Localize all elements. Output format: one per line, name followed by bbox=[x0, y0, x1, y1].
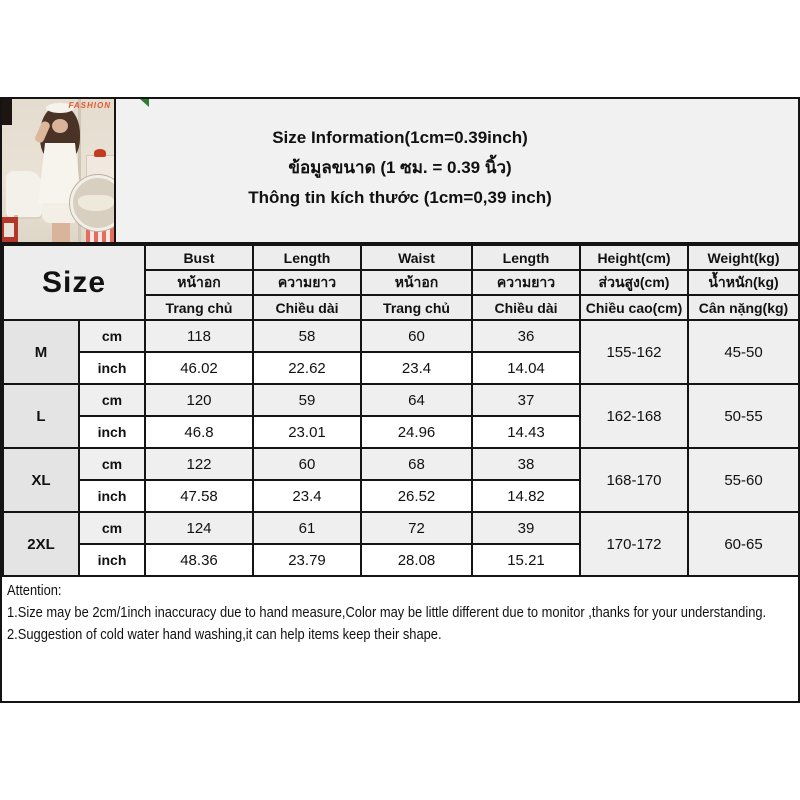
model-face bbox=[52, 119, 68, 133]
measure-value-inch: 22.62 bbox=[253, 352, 361, 384]
unit-label-inch: inch bbox=[79, 416, 145, 448]
col-header-length-vi: Chiều dài bbox=[253, 295, 361, 320]
title-line-en: Size Information(1cm=0.39inch) bbox=[272, 128, 528, 147]
measure-value-cm: 61 bbox=[253, 512, 361, 544]
col-header-waist-vi: Trang chủ bbox=[361, 295, 472, 320]
size-row-2XL-cm bbox=[3, 512, 799, 544]
size-corner-label: Size bbox=[3, 245, 145, 320]
measure-value-inch: 24.96 bbox=[361, 416, 472, 448]
measure-value-cm: 60 bbox=[253, 448, 361, 480]
size-row-XL-cm bbox=[3, 448, 799, 480]
col-header-weight-th: น้ำหนัก(kg) bbox=[688, 270, 799, 295]
col-header-height-th: ส่วนสูง(cm) bbox=[580, 270, 688, 295]
red-jar bbox=[94, 149, 106, 157]
size-table-body bbox=[3, 320, 799, 576]
height-range: 155-162 bbox=[580, 320, 688, 384]
measure-value-cm: 37 bbox=[472, 384, 580, 416]
measure-value-cm: 60 bbox=[361, 320, 472, 352]
col-header-length-en: Length bbox=[253, 245, 361, 270]
measure-value-cm: 58 bbox=[253, 320, 361, 352]
measure-value-cm: 72 bbox=[361, 512, 472, 544]
weight-range: 45-50 bbox=[688, 320, 799, 384]
measure-value-cm: 118 bbox=[145, 320, 253, 352]
attention-line-2: 2.Suggestion of cold water hand washing,it can help items keep their shape. bbox=[7, 626, 442, 643]
unit-label-cm: cm bbox=[79, 448, 145, 480]
col-header-waist-th: หน้าอก bbox=[361, 270, 472, 295]
measure-value-cm: 36 bbox=[472, 320, 580, 352]
height-range: 168-170 bbox=[580, 448, 688, 512]
attention-text bbox=[7, 580, 791, 646]
attention-section bbox=[2, 577, 798, 703]
photo-dark-corner bbox=[2, 99, 12, 125]
col-header-bust-th: หน้าอก bbox=[145, 270, 253, 295]
header-section bbox=[2, 99, 798, 244]
measure-value-inch: 28.08 bbox=[361, 544, 472, 576]
green-corner-marker-icon bbox=[140, 99, 149, 107]
attention-heading: Attention: bbox=[7, 582, 62, 599]
height-range: 162-168 bbox=[580, 384, 688, 448]
measure-value-inch: 48.36 bbox=[145, 544, 253, 576]
fabric-ruffle-detail bbox=[78, 195, 114, 211]
unit-label-inch: inch bbox=[79, 352, 145, 384]
measure-value-inch: 15.21 bbox=[472, 544, 580, 576]
col-header-height-en: Height(cm) bbox=[580, 245, 688, 270]
product-photo bbox=[2, 99, 116, 242]
col-header-length2-vi: Chiều dài bbox=[472, 295, 580, 320]
size-label: M bbox=[3, 320, 79, 384]
title-line-vi: Thông tin kích thước (1cm=0,39 inch) bbox=[248, 188, 552, 207]
measure-value-cm: 38 bbox=[472, 448, 580, 480]
unit-label-cm: cm bbox=[79, 512, 145, 544]
measure-value-cm: 120 bbox=[145, 384, 253, 416]
col-header-weight-vi: Cân nặng(kg) bbox=[688, 295, 799, 320]
height-range: 170-172 bbox=[580, 512, 688, 576]
col-header-length-th: ความยาว bbox=[253, 270, 361, 295]
col-header-length2-th: ความยาว bbox=[472, 270, 580, 295]
measure-value-cm: 59 bbox=[253, 384, 361, 416]
col-header-bust-vi: Trang chủ bbox=[145, 295, 253, 320]
unit-label-inch: inch bbox=[79, 544, 145, 576]
unit-label-cm: cm bbox=[79, 384, 145, 416]
measure-value-inch: 26.52 bbox=[361, 480, 472, 512]
white-chair bbox=[6, 171, 42, 217]
measure-value-inch: 46.8 bbox=[145, 416, 253, 448]
col-header-length2-en: Length bbox=[472, 245, 580, 270]
size-row-L-cm bbox=[3, 384, 799, 416]
title-line-th: ข้อมูลขนาด (1 ซม. = 0.39 นิ้ว) bbox=[288, 158, 512, 177]
unit-label-cm: cm bbox=[79, 320, 145, 352]
size-label: L bbox=[3, 384, 79, 448]
measure-value-cm: 64 bbox=[361, 384, 472, 416]
fashion-badge: FASHION bbox=[68, 101, 111, 110]
col-header-bust-en: Bust bbox=[145, 245, 253, 270]
size-table bbox=[2, 244, 800, 577]
measure-value-inch: 47.58 bbox=[145, 480, 253, 512]
model-legs bbox=[52, 223, 70, 242]
col-header-waist-en: Waist bbox=[361, 245, 472, 270]
size-label: XL bbox=[3, 448, 79, 512]
attention-line-1: 1.Size may be 2cm/1inch inaccuracy due to hand measure,Color may be little different due to monitor ,thanks for your understanding. bbox=[7, 604, 767, 621]
measure-value-inch: 23.01 bbox=[253, 416, 361, 448]
weight-range: 60-65 bbox=[688, 512, 799, 576]
size-row-M-cm bbox=[3, 320, 799, 352]
measure-value-cm: 39 bbox=[472, 512, 580, 544]
col-header-height-vi: Chiều cao(cm) bbox=[580, 295, 688, 320]
col-header-weight-en: Weight(kg) bbox=[688, 245, 799, 270]
red-bag-label bbox=[4, 223, 14, 237]
measure-value-cm: 124 bbox=[145, 512, 253, 544]
measure-value-inch: 23.4 bbox=[361, 352, 472, 384]
size-label: 2XL bbox=[3, 512, 79, 576]
page-title bbox=[2, 99, 798, 213]
measure-value-inch: 46.02 bbox=[145, 352, 253, 384]
measure-value-cm: 122 bbox=[145, 448, 253, 480]
unit-label-inch: inch bbox=[79, 480, 145, 512]
size-table-header bbox=[3, 245, 799, 320]
measure-value-inch: 23.4 bbox=[253, 480, 361, 512]
measure-value-inch: 23.79 bbox=[253, 544, 361, 576]
measure-value-inch: 14.82 bbox=[472, 480, 580, 512]
measure-value-inch: 14.04 bbox=[472, 352, 580, 384]
size-chart-sheet bbox=[0, 97, 800, 703]
measure-value-inch: 14.43 bbox=[472, 416, 580, 448]
weight-range: 55-60 bbox=[688, 448, 799, 512]
measure-value-cm: 68 bbox=[361, 448, 472, 480]
weight-range: 50-55 bbox=[688, 384, 799, 448]
